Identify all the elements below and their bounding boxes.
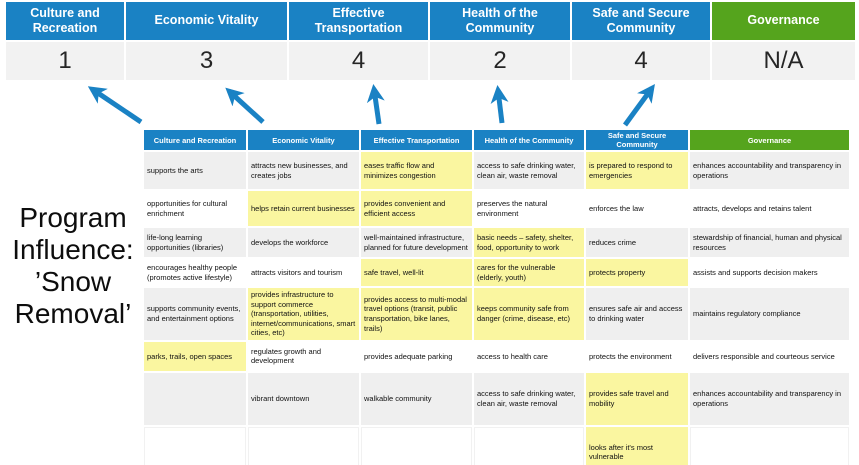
influence-arrows xyxy=(40,76,720,136)
matrix-cell-empty-r8-c1 xyxy=(143,426,247,465)
category-score-health-of-the-community: 2 xyxy=(430,42,570,80)
influence-matrix-table xyxy=(143,129,850,465)
influence-arrow-health xyxy=(498,90,502,123)
matrix-cell-r7-c5: provides safe travel and mobility xyxy=(585,372,689,426)
category-box-safe-and-secure-community: Safe and Secure Community xyxy=(572,2,710,40)
influence-arrow-culture xyxy=(92,89,141,122)
category-box-health-of-the-community: Health of the Community xyxy=(430,2,570,40)
matrix-row-6 xyxy=(143,341,850,372)
matrix-cell-r1-c1: supports the arts xyxy=(143,151,247,190)
matrix-col-header-economic-vitality: Economic Vitality xyxy=(247,129,360,151)
matrix-row-8 xyxy=(143,426,850,465)
matrix-col-header-effective-transportation: Effective Transportation xyxy=(360,129,473,151)
matrix-cell-r1-c6: enhances accountability and transparency in operations xyxy=(689,151,850,190)
matrix-cell-r2-c1: opportunities for cultural enrichment xyxy=(143,190,247,227)
matrix-cell-r4-c5: protects property xyxy=(585,258,689,287)
category-box-culture-and-recreation: Culture and Recreation xyxy=(6,2,124,40)
matrix-cell-r7-c4: access to safe drinking water, clean air, waste removal xyxy=(473,372,585,426)
matrix-row-2 xyxy=(143,190,850,227)
matrix-row-5 xyxy=(143,287,850,341)
matrix-cell-r7-c3: walkable community xyxy=(360,372,473,426)
matrix-cell-r4-c2: attracts visitors and tourism xyxy=(247,258,360,287)
matrix-cell-r4-c6: assists and supports decision makers xyxy=(689,258,850,287)
matrix-cell-r5-c3: provides access to multi-modal travel options (transit, public transportation, bike lanes, trails) xyxy=(360,287,473,341)
matrix-cell-r6-c2: regulates growth and development xyxy=(247,341,360,372)
matrix-cell-r5-c1: supports community events, and entertainment options xyxy=(143,287,247,341)
matrix-cell-r2-c6: attracts, develops and retains talent xyxy=(689,190,850,227)
matrix-col-header-health-of-the-community: Health of the Community xyxy=(473,129,585,151)
category-box-effective-transportation: Effective Transportation xyxy=(289,2,428,40)
matrix-cell-r6-c6: delivers responsible and courteous service xyxy=(689,341,850,372)
matrix-cell-empty-r8-c3 xyxy=(360,426,473,465)
matrix-cell-r4-c3: safe travel, well-lit xyxy=(360,258,473,287)
matrix-cell-empty-r8-c2 xyxy=(247,426,360,465)
matrix-cell-r2-c3: provides convenient and efficient access xyxy=(360,190,473,227)
matrix-cell-r3-c3: well-maintained infrastructure, planned for future development xyxy=(360,227,473,258)
category-box-economic-vitality: Economic Vitality xyxy=(126,2,287,40)
matrix-row-4 xyxy=(143,258,850,287)
matrix-cell-r7-c2: vibrant downtown xyxy=(247,372,360,426)
category-score-governance: N/A xyxy=(712,42,855,80)
matrix-row-3 xyxy=(143,227,850,258)
matrix-cell-empty-r8-c6 xyxy=(689,426,850,465)
matrix-col-header-safe-and-secure-community: Safe and Secure Community xyxy=(585,129,689,151)
category-score-culture-and-recreation: 1 xyxy=(6,42,124,80)
matrix-cell-r4-c1: encourages healthy people (promotes active lifestyle) xyxy=(143,258,247,287)
matrix-cell-r2-c5: enforces the law xyxy=(585,190,689,227)
matrix-cell-r1-c5: is prepared to respond to emergencies xyxy=(585,151,689,190)
score-value-row xyxy=(6,42,855,80)
matrix-header-row xyxy=(143,129,850,151)
matrix-cell-r7-c6: enhances accountability and transparency in operations xyxy=(689,372,850,426)
matrix-cell-r5-c2: provides infrastructure to support commerce (transportation, utilities, internet/communications, smart cities, etc) xyxy=(247,287,360,341)
matrix-cell-r2-c2: helps retain current businesses xyxy=(247,190,360,227)
category-score-effective-transportation: 4 xyxy=(289,42,428,80)
matrix-row-1 xyxy=(143,151,850,190)
matrix-cell-r6-c3: provides adequate parking xyxy=(360,341,473,372)
matrix-cell-r2-c4: preserves the natural environment xyxy=(473,190,585,227)
matrix-cell-r5-c6: maintains regulatory compliance xyxy=(689,287,850,341)
matrix-cell-r8-c5: looks after it's most vulnerable xyxy=(585,426,689,465)
matrix-cell-r3-c1: life-long learning opportunities (libraries) xyxy=(143,227,247,258)
influence-arrow-safe xyxy=(625,88,652,125)
matrix-cell-r3-c4: basic needs – safety, shelter, food, opportunity to work xyxy=(473,227,585,258)
matrix-cell-empty-r7-c1 xyxy=(143,372,247,426)
matrix-cell-r6-c1: parks, trails, open spaces xyxy=(143,341,247,372)
category-score-economic-vitality: 3 xyxy=(126,42,287,80)
matrix-cell-r3-c5: reduces crime xyxy=(585,227,689,258)
matrix-body xyxy=(143,151,850,465)
influence-arrow-transportation xyxy=(374,89,379,124)
matrix-cell-r5-c4: keeps community safe from danger (crime, disease, etc) xyxy=(473,287,585,341)
matrix-cell-r5-c5: ensures safe air and access to drinking water xyxy=(585,287,689,341)
category-box-governance: Governance xyxy=(712,2,855,40)
program-influence-label: Program Influence: ’Snow Removal’ xyxy=(12,202,134,329)
matrix-col-header-governance: Governance xyxy=(689,129,850,151)
matrix-cell-r1-c2: attracts new businesses, and creates jobs xyxy=(247,151,360,190)
matrix-cell-r3-c2: develops the workforce xyxy=(247,227,360,258)
influence-arrow-economic xyxy=(229,91,263,122)
score-header-row xyxy=(6,2,855,40)
matrix-cell-r3-c6: stewardship of financial, human and physical resources xyxy=(689,227,850,258)
matrix-cell-r6-c4: access to health care xyxy=(473,341,585,372)
matrix-col-header-culture-and-recreation: Culture and Recreation xyxy=(143,129,247,151)
matrix-cell-empty-r8-c4 xyxy=(473,426,585,465)
matrix-cell-r4-c4: cares for the vulnerable (elderly, youth) xyxy=(473,258,585,287)
matrix-cell-r6-c5: protects the environment xyxy=(585,341,689,372)
category-score-safe-and-secure-community: 4 xyxy=(572,42,710,80)
matrix-cell-r1-c3: eases traffic flow and minimizes congestion xyxy=(360,151,473,190)
matrix-row-7 xyxy=(143,372,850,426)
matrix-cell-r1-c4: access to safe drinking water, clean air, waste removal xyxy=(473,151,585,190)
